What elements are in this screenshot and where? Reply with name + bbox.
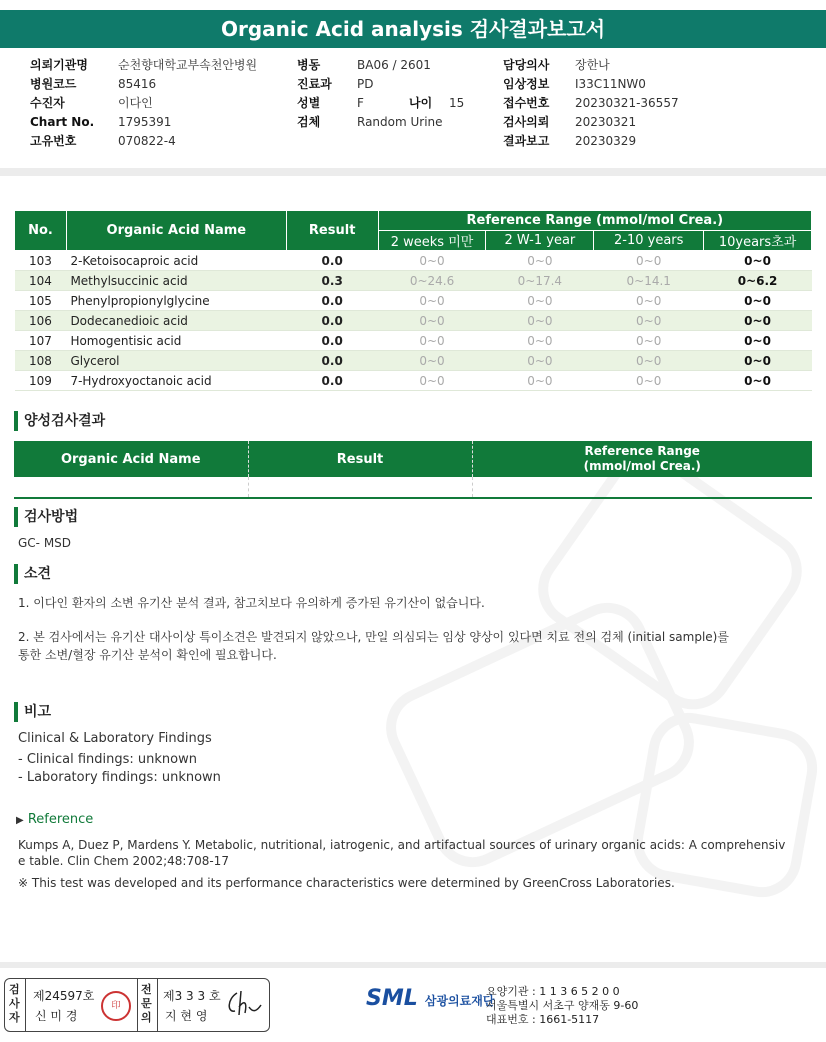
cell-range: 0~0 (486, 311, 594, 331)
opinion-line-2b: 통한 소변/혈장 유기산 분석이 확인에 필요합니다. (18, 648, 277, 662)
cell-no: 109 (15, 371, 67, 391)
cell-range: 0~0 (704, 351, 812, 371)
vertical-divider (157, 979, 158, 1031)
signature-box (4, 978, 270, 1032)
cell-range: 0~0 (486, 351, 594, 371)
table-row (15, 311, 812, 331)
section-title-method: 검사방법 (14, 507, 78, 527)
header-ref-line1: Reference Range (584, 444, 700, 458)
info-value: F (357, 96, 364, 110)
header-result: Result (286, 211, 378, 251)
info-value: I33C11NW0 (575, 77, 646, 91)
header-result: Result (248, 441, 472, 477)
remarks-heading: Clinical & Laboratory Findings (18, 731, 212, 746)
cell-no: 104 (15, 271, 67, 291)
header-age-group: 2-10 years (594, 231, 704, 251)
cell-range: 0~17.4 (486, 271, 594, 291)
org-code: 요양기관 : 1 1 3 6 5 2 0 0 (486, 985, 620, 998)
table-row (15, 371, 812, 391)
info-value: BA06 / 2601 (357, 58, 431, 72)
info-label: 병동 (297, 58, 321, 72)
cell-result: 0.0 (286, 371, 378, 391)
org-name: 삼광의료재단 (424, 994, 495, 1008)
table-row (15, 351, 812, 371)
header-age-group: 2 weeks 미만 (378, 231, 486, 251)
cell-range: 0~0 (486, 251, 594, 271)
results-table (14, 210, 812, 391)
cell-result: 0.0 (286, 331, 378, 351)
cell-range: 0~0 (378, 351, 486, 371)
table-row (15, 251, 812, 271)
opinion-line-1: 1. 이다인 환자의 소변 유기산 분석 결과, 참고치보다 유의하게 증가된 유기산이 없습니다. (18, 596, 485, 610)
info-label: 병원코드 (30, 77, 77, 91)
cell-no: 103 (15, 251, 67, 271)
age-value: 15 (449, 96, 465, 110)
org-logo (366, 986, 494, 1011)
info-value: 이다인 (118, 96, 153, 110)
info-label: 수진자 (30, 96, 65, 110)
info-value: 장한나 (575, 58, 610, 72)
cell-range: 0~0 (486, 371, 594, 391)
opinion-line-2a: 2. 본 검사에서는 유기산 대사이상 특이소견은 발견되지 않았으나, 만일 의심되는 임상 양상이 있다면 치료 전의 검체 (initial sample)를 (18, 630, 729, 644)
cell-name: Phenylpropionylglycine (66, 291, 286, 311)
cell-no: 108 (15, 351, 67, 371)
remarks-laboratory: - Laboratory findings: unknown (18, 770, 221, 785)
header-no: No. (15, 211, 67, 251)
reference-title (16, 812, 93, 827)
cell-range: 0~0 (486, 331, 594, 351)
cell-range: 0~0 (594, 331, 704, 351)
vertical-divider (25, 979, 26, 1031)
info-value: 20230321 (575, 115, 637, 129)
logo-text: SML (366, 986, 418, 1011)
header-age-group: 2 W-1 year (486, 231, 594, 251)
empty-cell (14, 477, 248, 498)
cell-no: 105 (15, 291, 67, 311)
info-label: 검체 (297, 115, 321, 129)
section-divider (0, 168, 826, 176)
cell-range: 0~0 (378, 371, 486, 391)
cell-range: 0~6.2 (704, 271, 812, 291)
cell-range: 0~0 (594, 251, 704, 271)
info-value: 순천향대학교부속천안병원 (118, 58, 258, 72)
cell-result: 0.0 (286, 311, 378, 331)
empty-cell (248, 477, 472, 498)
cell-range: 0~0 (378, 331, 486, 351)
info-column-2 (297, 56, 464, 132)
header-ref-line2: (mmol/mol Crea.) (583, 459, 701, 473)
cell-result: 0.0 (286, 351, 378, 371)
checker-name: 지 현 영 (165, 1009, 208, 1023)
cell-range: 0~0 (378, 251, 486, 271)
cell-result: 0.0 (286, 251, 378, 271)
info-column-3 (503, 56, 679, 151)
cell-name: 2-Ketoisocaproic acid (66, 251, 286, 271)
cell-range: 0~0 (704, 251, 812, 271)
info-label: 접수번호 (503, 96, 550, 110)
table-row (15, 291, 812, 311)
table-row (15, 271, 812, 291)
age-label: 나이 (409, 96, 433, 110)
info-value: Random Urine (357, 115, 443, 129)
cell-name: 7-Hydroxyoctanoic acid (66, 371, 286, 391)
info-value: 1795391 (118, 115, 172, 129)
org-info (486, 985, 638, 1027)
info-label: 고유번호 (30, 134, 77, 148)
cell-no: 107 (15, 331, 67, 351)
info-label: 담당의사 (503, 58, 550, 72)
reference-title-text: Reference (27, 812, 94, 827)
info-label: 검사의뢰 (503, 115, 550, 129)
cell-range: 0~0 (594, 371, 704, 391)
info-label: 임상정보 (503, 77, 550, 91)
cell-no: 106 (15, 311, 67, 331)
signature-icon (223, 989, 263, 1019)
info-value: PD (357, 77, 374, 91)
info-label: 성별 (297, 96, 321, 110)
checker-number: 제3 3 3 호 (163, 989, 221, 1003)
examiner-label: 검사자 (9, 983, 20, 1024)
method-text: GC- MSD (18, 536, 72, 550)
cell-name: Dodecanedioic acid (66, 311, 286, 331)
cell-range: 0~0 (378, 291, 486, 311)
cell-result: 0.0 (286, 291, 378, 311)
cell-range: 0~14.1 (594, 271, 704, 291)
info-value: 20230321-36557 (575, 96, 679, 110)
cell-range: 0~0 (594, 311, 704, 331)
cell-range: 0~0 (486, 291, 594, 311)
org-address: 서울특별시 서초구 양재동 9-60 (486, 999, 639, 1012)
cell-range: 0~24.6 (378, 271, 486, 291)
footer-divider (0, 962, 826, 968)
header-reference-range: Reference Range (mmol/mol Crea.) (378, 211, 811, 231)
positive-results-table (14, 441, 812, 499)
section-title-remarks: 비고 (14, 702, 51, 722)
cell-name: Homogentisic acid (66, 331, 286, 351)
cell-range: 0~0 (704, 331, 812, 351)
cell-result: 0.3 (286, 271, 378, 291)
org-phone: 대표번호 : 1661-5117 (486, 1013, 600, 1026)
section-title-positive: 양성검사결과 (14, 411, 105, 431)
info-label: 의뢰기관명 (30, 58, 88, 72)
cell-name: Methylsuccinic acid (66, 271, 286, 291)
reference-line-2: e table. Clin Chem 2002;48:708-17 (18, 854, 229, 868)
info-label: Chart No. (30, 115, 95, 129)
header-name: Organic Acid Name (66, 211, 286, 251)
info-label: 진료과 (297, 77, 332, 91)
reference-line-1: Kumps A, Duez P, Mardens Y. Metabolic, nutritional, iatrogenic, and artifactual sources of urinary organic acids: A comprehensiv (18, 838, 786, 852)
triangle-right-icon: ▶ (16, 815, 24, 826)
examiner-name: 신 미 경 (35, 1009, 78, 1023)
header-name: Organic Acid Name (14, 441, 248, 477)
table-row (15, 331, 812, 351)
cell-range: 0~0 (594, 291, 704, 311)
table-row (14, 477, 812, 498)
info-column-1 (30, 56, 257, 151)
vertical-divider (137, 979, 138, 1031)
empty-cell (472, 477, 812, 498)
cell-range: 0~0 (594, 351, 704, 371)
info-value: 070822-4 (118, 134, 176, 148)
cell-range: 0~0 (704, 371, 812, 391)
header-reference-range (472, 441, 812, 477)
header-age-group: 10years초과 (704, 231, 812, 251)
info-value: 20230329 (575, 134, 637, 148)
cell-name: Glycerol (66, 351, 286, 371)
cell-range: 0~0 (704, 311, 812, 331)
background-watermark (627, 707, 824, 904)
checker-label: 전문의 (141, 983, 152, 1024)
cell-range: 0~0 (378, 311, 486, 331)
seal-icon: 印 (101, 991, 131, 1021)
info-value: 85416 (118, 77, 157, 91)
section-title-opinion: 소견 (14, 564, 51, 584)
remarks-clinical: - Clinical findings: unknown (18, 752, 197, 767)
info-label: 결과보고 (503, 134, 550, 148)
report-title: Organic Acid analysis 검사결과보고서 (0, 10, 826, 48)
examiner-number: 제24597호 (33, 989, 95, 1003)
cell-range: 0~0 (704, 291, 812, 311)
reference-note: ※ This test was developed and its performance characteristics were determined by GreenCross Laboratories. (18, 876, 675, 890)
